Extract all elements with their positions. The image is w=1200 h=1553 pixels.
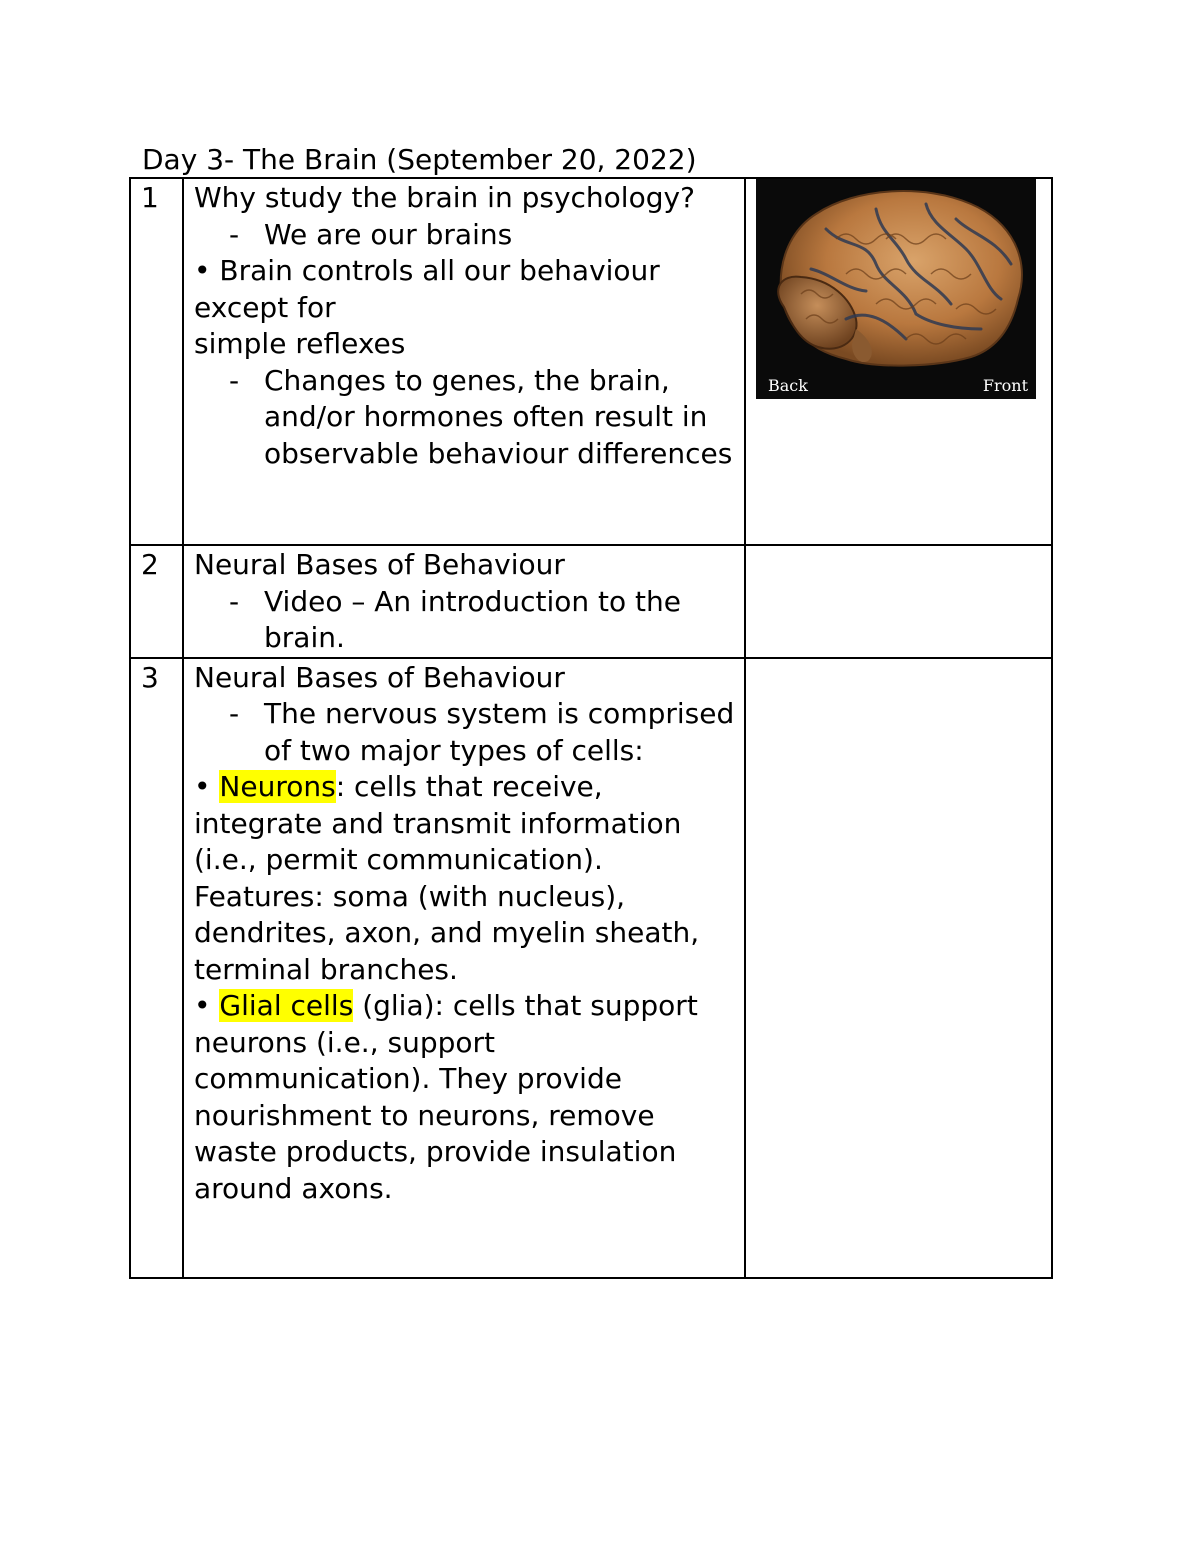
dash-marker: -: [229, 217, 240, 251]
figure-caption-back: Back: [768, 376, 808, 395]
bullet-marker: •: [194, 989, 220, 1022]
brain-photo: [756, 179, 1036, 399]
dash-list-item: [194, 584, 738, 657]
bullet-text: (glia): cells that support neurons (i.e., support communication). They provide nourishment to neurons, remove waste products, provide insulation around axons.: [194, 989, 698, 1205]
list-item-text: Video – An introduction to the brain.: [264, 584, 681, 654]
dash-list-item: [194, 363, 738, 473]
bullet-point-continuation: simple reflexes: [194, 327, 406, 360]
list-item-text: The nervous system is comprised of two major types of cells:: [264, 697, 735, 767]
row-heading: Why study the brain in psychology?: [194, 181, 695, 214]
notes-cell: [183, 658, 745, 1278]
notes-cell: [183, 545, 745, 658]
document-title: Day 3- The Brain (September 20, 2022): [142, 143, 697, 176]
list-item-text: We are our brains: [264, 217, 513, 251]
row-number-cell: [130, 658, 183, 1278]
figure-cell: [745, 178, 1052, 545]
row-number: 3: [141, 660, 159, 694]
notes-table: [129, 177, 1053, 1279]
dash-list-item: [194, 696, 738, 769]
brain-illustration: [756, 179, 1036, 399]
highlighted-term: Glial cells: [219, 989, 354, 1022]
list-item-text: Changes to genes, the brain, and/or hormones often result in observable behaviour differences: [264, 363, 733, 470]
highlighted-term: Neurons: [219, 770, 336, 803]
bullet-text: : cells that receive, integrate and transmit information (i.e., permit communication). Features: soma (with nucleus), dendrites, axon, and myelin sheath, terminal branches.: [194, 770, 700, 986]
row-heading: Neural Bases of Behaviour: [194, 660, 565, 694]
bullet-point: • Brain controls all our behaviour except for: [194, 254, 660, 324]
figure-caption-front: Front: [982, 376, 1028, 395]
dash-marker: -: [229, 584, 240, 618]
table-row: [130, 658, 1052, 1278]
row-number: 1: [141, 181, 159, 214]
table-row: [130, 178, 1052, 545]
table-row: [130, 545, 1052, 658]
dash-marker: -: [229, 697, 240, 730]
row-heading: Neural Bases of Behaviour: [194, 548, 565, 581]
dash-marker: -: [229, 363, 240, 397]
dash-list-item: [194, 217, 738, 254]
row-number: 2: [141, 548, 159, 581]
row-number-cell: [130, 178, 183, 545]
empty-cell: [745, 545, 1052, 658]
row-number-cell: [130, 545, 183, 658]
empty-cell: [745, 658, 1052, 1278]
notes-cell: [183, 178, 745, 545]
bullet-point-glia: [194, 988, 738, 1207]
bullet-marker: •: [194, 770, 220, 803]
bullet-point-neurons: [194, 769, 738, 988]
